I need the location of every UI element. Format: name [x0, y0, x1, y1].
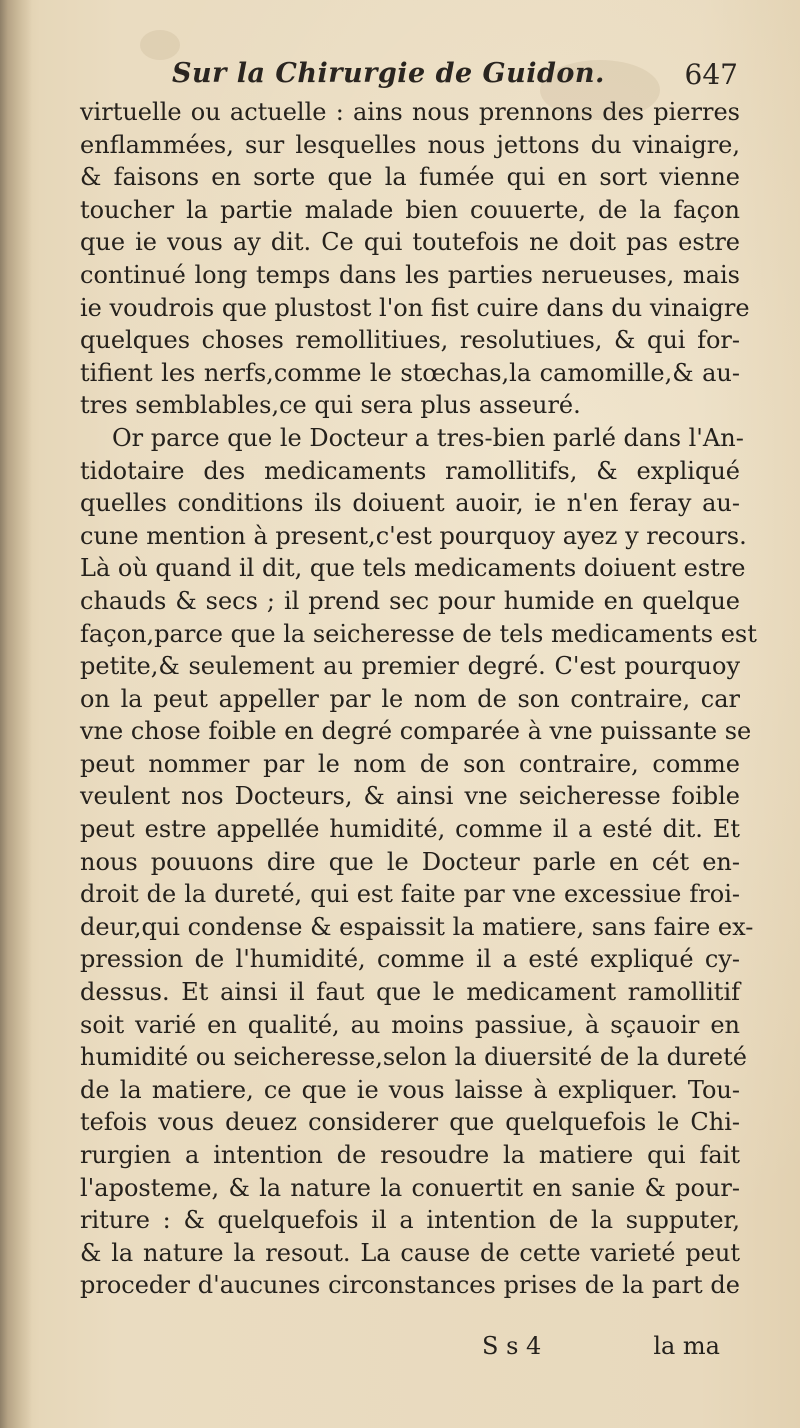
text-line: quelques choses remollitiues, resolutiues, & qui for-	[80, 326, 740, 355]
text-line: rurgien a intention de resoudre la matiere qui fait	[80, 1141, 740, 1169]
text-line: proceder d'aucunes circonstances prises de la part de	[80, 1271, 740, 1300]
text-line: toucher la partie malade bien couuerte, de la façon	[80, 195, 740, 224]
text-line: peut nommer par le nom de son contraire, comme	[80, 749, 740, 778]
signature-mark: S s 4	[482, 1332, 542, 1360]
text-line: de la matiere, ce que ie vous laisse à expliquer. Tou-	[80, 1075, 740, 1104]
text-line: riture : & quelquefois il a intention de la supputer,	[80, 1206, 740, 1235]
text-line: chauds & secs ; il prend sec pour humide en quelque	[80, 586, 740, 615]
text-line: Or parce que le Docteur a tres-bien parlé dans l'An-	[112, 423, 744, 452]
text-line: pression de l'humidité, comme il a esté expliqué cy-	[80, 945, 740, 974]
text-line: ie voudrois que plustost l'on fist cuire dans du vinaigre	[80, 293, 750, 322]
text-line: cune mention à present,c'est pourquoy ayez y recours.	[80, 521, 747, 550]
text-line: Là où quand il dit, que tels medicaments doiuent estre	[80, 554, 746, 583]
running-head	[80, 58, 738, 98]
catchword: la ma	[653, 1332, 720, 1360]
text-line: soit varié en qualité, au moins passiue, à sçauoir en	[80, 1010, 740, 1039]
text-line: vne chose foible en degré comparée à vne puissante se	[80, 717, 752, 746]
text-line: tefois vous deuez considerer que quelquefois le Chi-	[80, 1108, 740, 1137]
text-line: petite,& seulement au premier degré. C'est pourquoy	[80, 652, 740, 681]
body-text	[80, 96, 757, 1302]
text-line: deur,qui condense & espaissit la matiere, sans faire ex-	[80, 912, 754, 941]
text-line: tres semblables,ce qui sera plus asseuré.	[80, 391, 581, 420]
text-line: peut estre appellée humidité, comme il a esté dit. Et	[80, 815, 740, 844]
text-line: & faisons en sorte que la fumée qui en sort vienne	[80, 163, 740, 192]
text-line: & la nature la resout. La cause de cette varieté peut	[80, 1238, 740, 1267]
text-line: façon,parce que la seicheresse de tels medicaments est	[80, 619, 757, 648]
text-line: tifient les nerfs,comme le stœchas,la camomille,& au-	[80, 358, 740, 387]
text-line: humidité ou seicheresse,selon la diuersité de la dureté	[80, 1043, 747, 1072]
page-number: 647	[684, 58, 738, 91]
text-line: que ie vous ay dit. Ce qui toutefois ne doit pas estre	[80, 228, 740, 257]
running-title: Sur la Chirurgie de Guidon.	[172, 58, 605, 89]
binding-gutter	[0, 0, 32, 1428]
text-line: on la peut appeller par le nom de son contraire, car	[80, 684, 740, 713]
text-line: quelles conditions ils doiuent auoir, ie n'en feray au-	[80, 489, 740, 518]
text-line: droit de la dureté, qui est faite par vne excessiue froi-	[80, 880, 740, 909]
text-line: l'aposteme, & la nature la conuertit en sanie & pour-	[80, 1173, 740, 1202]
page-footer	[80, 1332, 740, 1368]
text-line: continué long temps dans les parties nerueuses, mais	[80, 260, 740, 289]
text-line: nous pouuons dire que le Docteur parle en cét en-	[80, 847, 740, 876]
text-line: enflammées, sur lesquelles nous jettons du vinaigre,	[80, 130, 740, 159]
text-line: dessus. Et ainsi il faut que le medicament ramollitif	[80, 978, 740, 1007]
text-line: tidotaire des medicaments ramollitifs, & expliqué	[80, 456, 740, 485]
paper-stain	[140, 30, 180, 60]
text-line: virtuelle ou actuelle : ains nous prennons des pierres	[80, 98, 740, 126]
text-line: veulent nos Docteurs, & ainsi vne seicheresse foible	[80, 782, 740, 811]
